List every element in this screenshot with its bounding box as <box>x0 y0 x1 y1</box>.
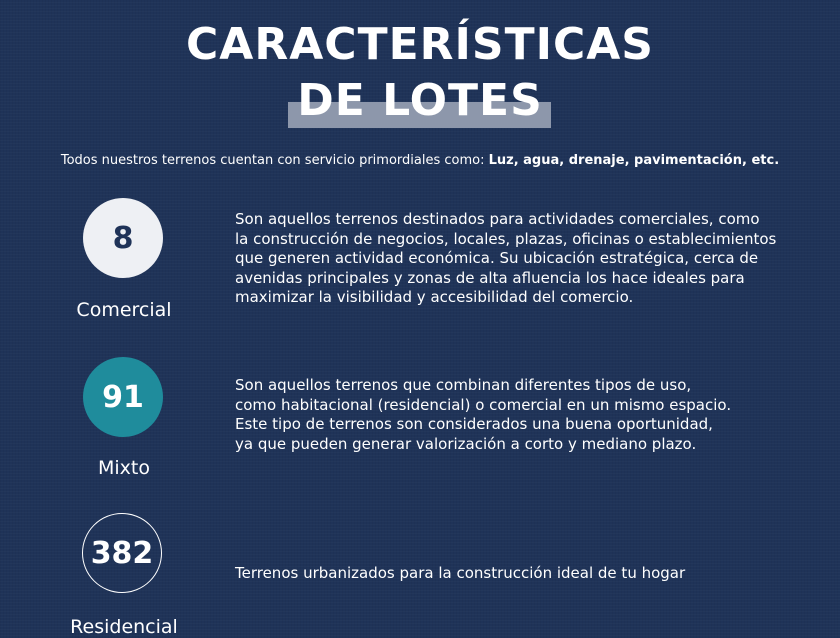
comercial-description: Son aquellos terrenos destinados para actividades comerciales, como la construcción de negocios, locales, plazas, oficinas o establecimientos que generen actividad económica. Su ubicación estratégica, cerca de avenidas principales y zonas de alta afluencia los hace ideales para maximizar la visibilidad y accesibilidad del comercio. <box>235 210 777 306</box>
intro-text <box>0 152 840 170</box>
mixto-count-badge <box>83 357 163 437</box>
mixto-label: Mixto <box>98 457 150 479</box>
residencial-label: Residencial <box>70 616 178 638</box>
residencial-count: 382 <box>90 535 154 571</box>
page-title-line-2: DE LOTES <box>297 75 543 126</box>
comercial-label: Comercial <box>76 299 172 321</box>
residencial-description: Terrenos urbanizados para la construcción ideal de tu hogar <box>235 564 686 582</box>
intro-services-text: Luz, agua, drenaje, pavimentación, etc. <box>488 153 780 168</box>
page-title-line-1: CARACTERÍSTICAS <box>186 19 654 70</box>
comercial-count: 8 <box>112 220 134 256</box>
mixto-description: Son aquellos terrenos que combinan diferentes tipos de uso, como habitacional (residencial) o comercial en un mismo espacio. Este tipo de terrenos son considerados una buena oportunidad, ya que pueden generar valorización a corto y mediano plazo. <box>235 376 732 453</box>
residencial-count-badge <box>82 513 162 593</box>
comercial-count-badge <box>83 198 163 278</box>
mixto-count: 91 <box>102 379 144 415</box>
intro-regular-text: Todos nuestros terrenos cuentan con servicio primordiales como: <box>60 153 489 168</box>
